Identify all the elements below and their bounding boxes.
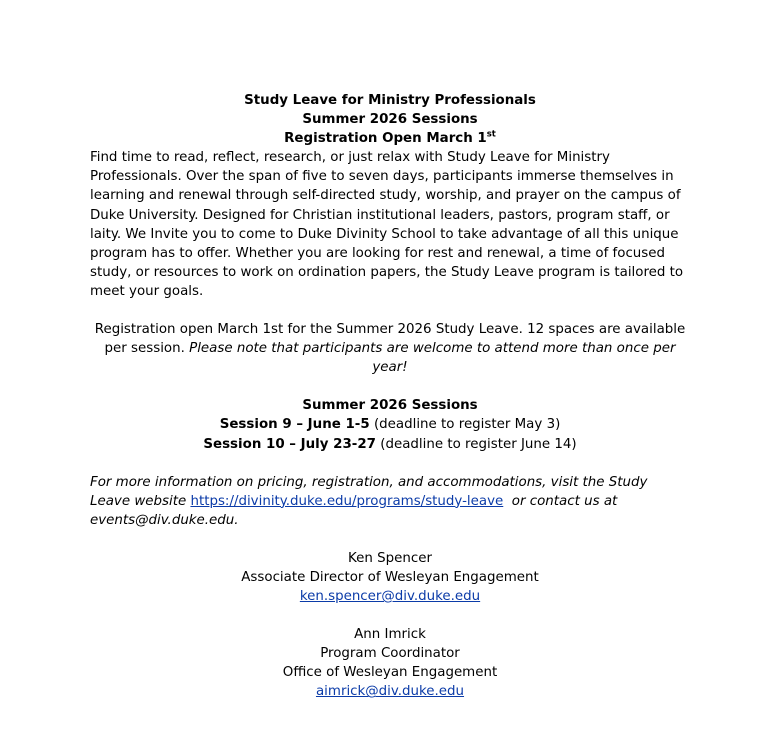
more-info-paragraph (90, 473, 690, 530)
spacer (90, 301, 690, 320)
sessions-heading: Summer 2026 Sessions (302, 398, 478, 414)
contact-email-link[interactable]: ken.spencer@div.duke.edu (299, 589, 481, 605)
contact-title: Associate Director of Wesleyan Engagement (241, 569, 539, 585)
session-label: Session 10 – July 23-27 (203, 436, 376, 452)
study-leave-website-link[interactable]: https://divinity.duke.edu/programs/study-leave (190, 493, 504, 509)
intro-paragraph: Find time to read, reflect, research, or just relax with Study Leave for Ministry Professionals. Over the span of five to seven days, participants immerse themselves in learning and renewal through self-directed study, worship, and prayer on the campus of Duke University. Designed for Christian institutional leaders, pastors, program staff, or laity. We Invite you to come to Duke Divinity School to take advantage of all this unique program has to offer. Whether you are looking for rest and renewal, a time of focused study, or resources to work on ordination papers, the Study Leave program is tailored to meet your goals. (90, 150, 684, 299)
spacer (90, 454, 690, 473)
sessions-section (90, 396, 690, 453)
contact-email-link[interactable]: aimrick@div.duke.edu (315, 684, 465, 700)
session-label: Session 9 – June 1-5 (219, 417, 370, 433)
contact-title: Program Coordinator (320, 646, 460, 662)
contact-card (90, 625, 690, 701)
document-page (90, 91, 690, 702)
document-title: Study Leave for Ministry Professionals (244, 93, 536, 108)
session-item (90, 415, 690, 434)
registration-paragraph (90, 320, 690, 377)
registration-note: Please note that participants are welcome to attend more than once per year! (189, 341, 676, 376)
session-deadline: (deadline to register May 3) (373, 417, 561, 433)
spacer (90, 530, 690, 549)
more-info-text: For more information on pricing, registration, and accommodations, visit the Study Leave website (90, 474, 648, 509)
more-info-suffix: or contact us at events@div.duke.edu. (90, 493, 618, 528)
spacer (90, 606, 690, 625)
registration-open-ordinal: st (486, 129, 496, 140)
contact-name: Ken Spencer (348, 550, 432, 566)
session-deadline: (deadline to register June 14) (380, 436, 577, 452)
contact-card (90, 549, 690, 606)
registration-open-heading (90, 129, 690, 148)
document-subtitle: Summer 2026 Sessions (302, 112, 478, 128)
registration-open-text: Registration Open March 1 (284, 131, 487, 147)
registration-text: Registration open March 1st for the Summer 2026 Study Leave. 12 spaces are available per session. (94, 322, 686, 357)
contact-name: Ann Imrick (354, 627, 426, 643)
contact-office: Office of Wesleyan Engagement (282, 665, 498, 681)
document-header (90, 91, 690, 148)
session-item (90, 435, 690, 454)
spacer (90, 377, 690, 396)
